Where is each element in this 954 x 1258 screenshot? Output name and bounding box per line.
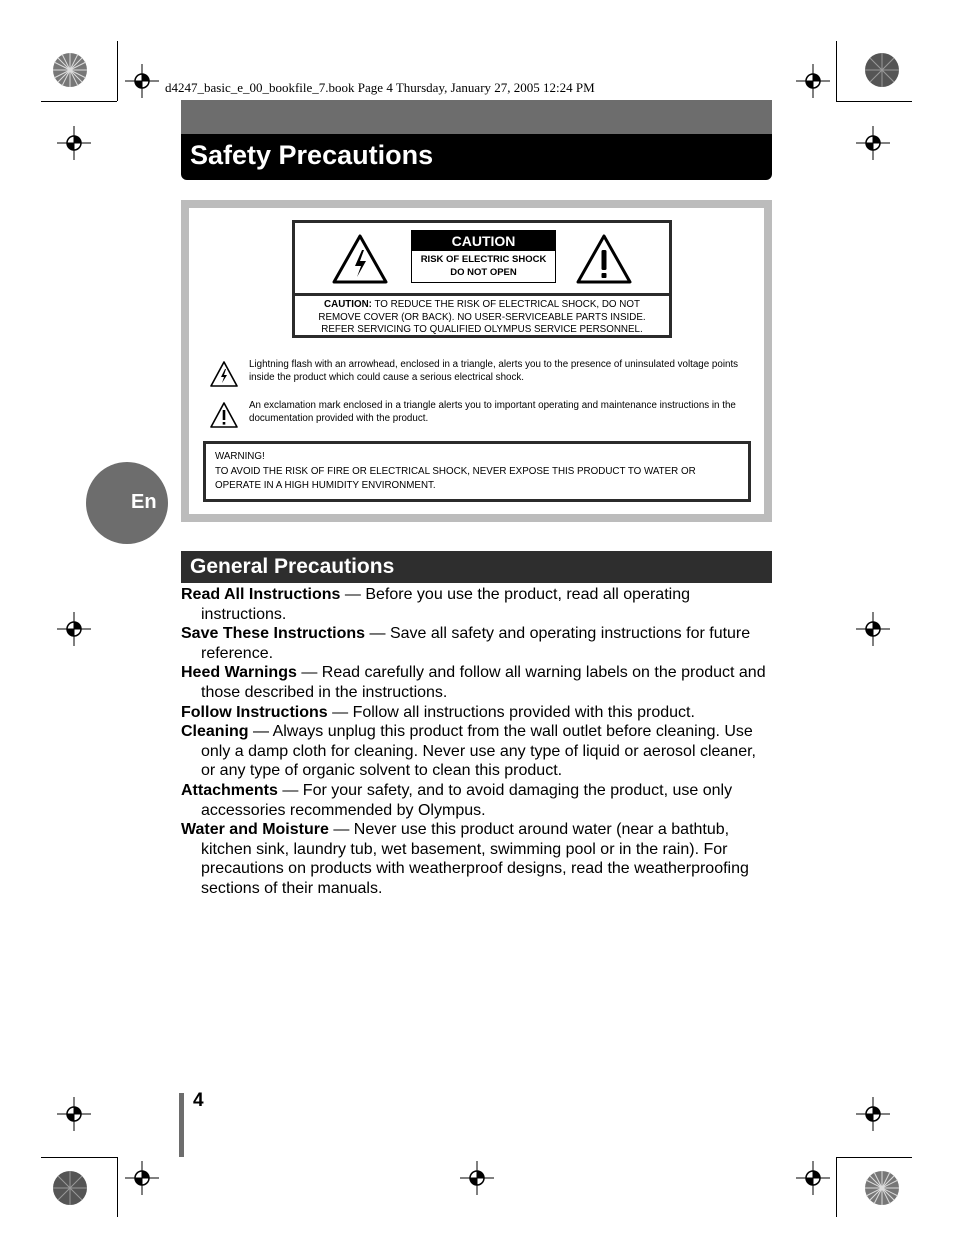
caution-sticker — [411, 230, 556, 283]
item-text: — Save all safety and operating instructions for future reference. — [201, 625, 751, 662]
precautions-list — [181, 585, 773, 899]
caution-heading: CAUTION — [412, 231, 555, 251]
caution-text-line: TO REDUCE THE RISK OF ELECTRICAL SHOCK, DO NOT — [371, 299, 640, 310]
crop-line — [836, 1157, 837, 1217]
exclamation-note-text: An exclamation mark enclosed in a triangle alerts you to important operating and maintenance instructions in the documentation provided with the product. — [249, 400, 736, 424]
warning-line: TO AVOID THE RISK OF FIRE OR ELECTRICAL SHOCK, NEVER EXPOSE THIS PRODUCT TO WATER OR — [215, 465, 696, 477]
item-text: — Always unplug this product from the wall outlet before cleaning. Use only a damp cloth for cleaning. Never use any type of liquid or aerosol cleaner, or any type of organic solvent to clean this product. — [201, 723, 756, 780]
registration-mark-icon — [796, 1161, 830, 1195]
warning-box — [203, 441, 751, 502]
section-heading-bar — [181, 551, 772, 583]
caution-text — [301, 299, 663, 337]
title-bar — [181, 134, 772, 180]
list-item — [181, 585, 773, 624]
list-item — [181, 781, 773, 820]
exclamation-triangle-icon — [575, 233, 633, 285]
item-term: Attachments — [181, 781, 278, 799]
divider — [295, 293, 669, 296]
item-text: — Read carefully and follow all warning labels on the product and those described in the instructions. — [201, 664, 766, 701]
color-rosette-icon — [52, 52, 88, 88]
item-text: — Never use this product around water (near a bathtub, kitchen sink, laundry tub, wet basement, swimming pool or in the rain). For precautions on products with weatherproof designs, read the weatherproofing sections of their manuals. — [201, 821, 749, 897]
list-item — [181, 722, 773, 781]
list-item — [181, 663, 773, 702]
registration-mark-icon — [57, 126, 91, 160]
item-text: — Follow all instructions provided with this product. — [327, 703, 695, 721]
registration-mark-icon — [856, 1097, 890, 1131]
lightning-triangle-icon — [209, 360, 239, 388]
registration-mark-icon — [856, 612, 890, 646]
caution-text-line: REMOVE COVER (OR BACK). NO USER-SERVICEABLE PARTS INSIDE. — [318, 311, 646, 323]
color-rosette-icon — [864, 1170, 900, 1206]
registration-mark-icon — [856, 126, 890, 160]
page-number: 4 — [193, 1090, 204, 1111]
language-tab — [86, 462, 168, 544]
warning-heading: WARNING! — [215, 451, 265, 462]
item-term: Water and Moisture — [181, 821, 329, 839]
caution-text-lead: CAUTION: — [324, 299, 372, 310]
crop-line — [836, 1157, 912, 1158]
caution-label — [292, 220, 672, 338]
lightning-note-text: Lightning flash with an arrowhead, enclosed in a triangle, alerts you to the presence of uninsulated voltage points inside the product which could cause a serious electrical shock. — [249, 359, 739, 383]
item-term: Cleaning — [181, 723, 249, 741]
lightning-triangle-icon — [331, 233, 389, 285]
list-item — [181, 703, 773, 723]
caution-sub-line: DO NOT OPEN — [450, 267, 517, 278]
crop-line — [836, 41, 837, 101]
registration-mark-icon — [57, 1097, 91, 1131]
registration-mark-icon — [796, 64, 830, 98]
caution-text-line: REFER SERVICING TO QUALIFIED OLYMPUS SERVICE PERSONNEL. — [321, 324, 643, 335]
item-text: — Before you use the product, read all operating instructions. — [201, 586, 690, 623]
safety-inner — [189, 208, 764, 514]
title-accent — [181, 100, 772, 136]
page-title: Safety Precautions — [190, 140, 434, 170]
item-term: Follow Instructions — [181, 703, 328, 721]
crop-line — [41, 101, 117, 102]
crop-line — [41, 1157, 117, 1158]
page-number-bar — [179, 1093, 184, 1157]
item-term: Save These Instructions — [181, 625, 366, 643]
crop-line — [117, 1157, 118, 1217]
registration-mark-icon — [125, 1161, 159, 1195]
list-item — [181, 624, 773, 663]
registration-mark-icon — [57, 612, 91, 646]
item-term: Heed Warnings — [181, 664, 297, 682]
crop-line — [117, 41, 118, 101]
warning-line: OPERATE IN A HIGH HUMIDITY ENVIRONMENT. — [215, 480, 436, 491]
language-tab-label: En — [131, 491, 157, 513]
item-term: Read All Instructions — [181, 586, 341, 603]
caution-sub-line: RISK OF ELECTRIC SHOCK — [420, 254, 547, 265]
section-heading: General Precautions — [190, 555, 395, 578]
warning-text — [215, 450, 735, 494]
exclamation-triangle-icon — [209, 401, 239, 429]
bookfile-header: d4247_basic_e_00_bookfile_7.book Page 4 Thursday, January 27, 2005 12:24 PM — [165, 80, 595, 95]
color-rosette-icon — [864, 52, 900, 88]
crop-line — [836, 101, 912, 102]
color-rosette-icon — [52, 1170, 88, 1206]
item-text: — For your safety, and to avoid damaging the product, use only accessories recommended by Olympus. — [201, 781, 733, 819]
registration-mark-icon — [460, 1161, 494, 1195]
caution-subtext — [412, 253, 555, 279]
list-item — [181, 820, 773, 898]
registration-mark-icon — [125, 64, 159, 98]
safety-frame — [181, 200, 772, 522]
